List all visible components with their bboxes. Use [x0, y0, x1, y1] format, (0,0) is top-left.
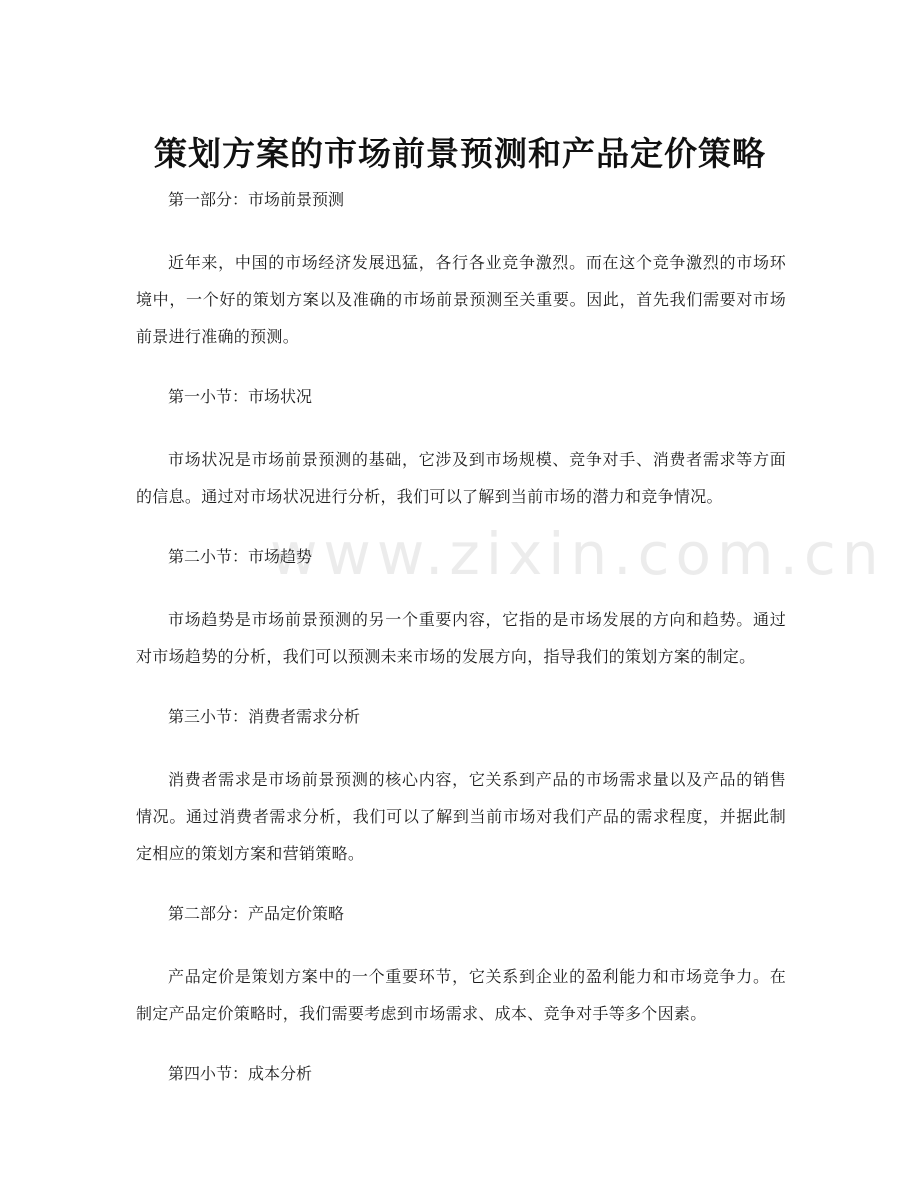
section-heading: 第二小节：市场趋势 — [168, 547, 313, 566]
document-title: 策划方案的市场前景预测和产品定价策略 — [154, 134, 766, 174]
section-heading: 第三小节：消费者需求分析 — [168, 707, 361, 726]
watermark: www.zixin.com.cn — [270, 520, 885, 588]
section-heading: 第一小节：市场状况 — [168, 387, 313, 406]
section-heading: 第一部分：市场前景预测 — [168, 190, 345, 209]
document-body — [136, 180, 786, 1118]
paragraph: 近年来，中国的市场经济发展迅猛，各行各业竞争激烈。而在这个竞争激烈的市场环境中，一个好的策划方案以及准确的市场前景预测至关重要。因此，首先我们需要对市场前景进行准确的预测。 — [136, 253, 786, 346]
section-heading: 第二部分：产品定价策略 — [168, 904, 345, 923]
paragraph: 市场状况是市场前景预测的基础，它涉及到市场规模、竞争对手、消费者需求等方面的信息。通过对市场状况进行分析，我们可以了解到当前市场的潜力和竞争情况。 — [136, 450, 786, 506]
paragraph: 产品定价是策划方案中的一个重要环节，它关系到企业的盈利能力和市场竞争力。在制定产品定价策略时，我们需要考虑到市场需求、成本、竞争对手等多个因素。 — [136, 967, 786, 1023]
paragraph: 市场趋势是市场前景预测的另一个重要内容，它指的是市场发展的方向和趋势。通过对市场趋势的分析，我们可以预测未来市场的发展方向，指导我们的策划方案的制定。 — [136, 610, 786, 666]
section-heading: 第四小节：成本分析 — [168, 1064, 313, 1083]
paragraph: 消费者需求是市场前景预测的核心内容，它关系到产品的市场需求量以及产品的销售情况。通过消费者需求分析，我们可以了解到当前市场对我们产品的需求程度，并据此制定相应的策划方案和营销策略。 — [136, 770, 786, 863]
